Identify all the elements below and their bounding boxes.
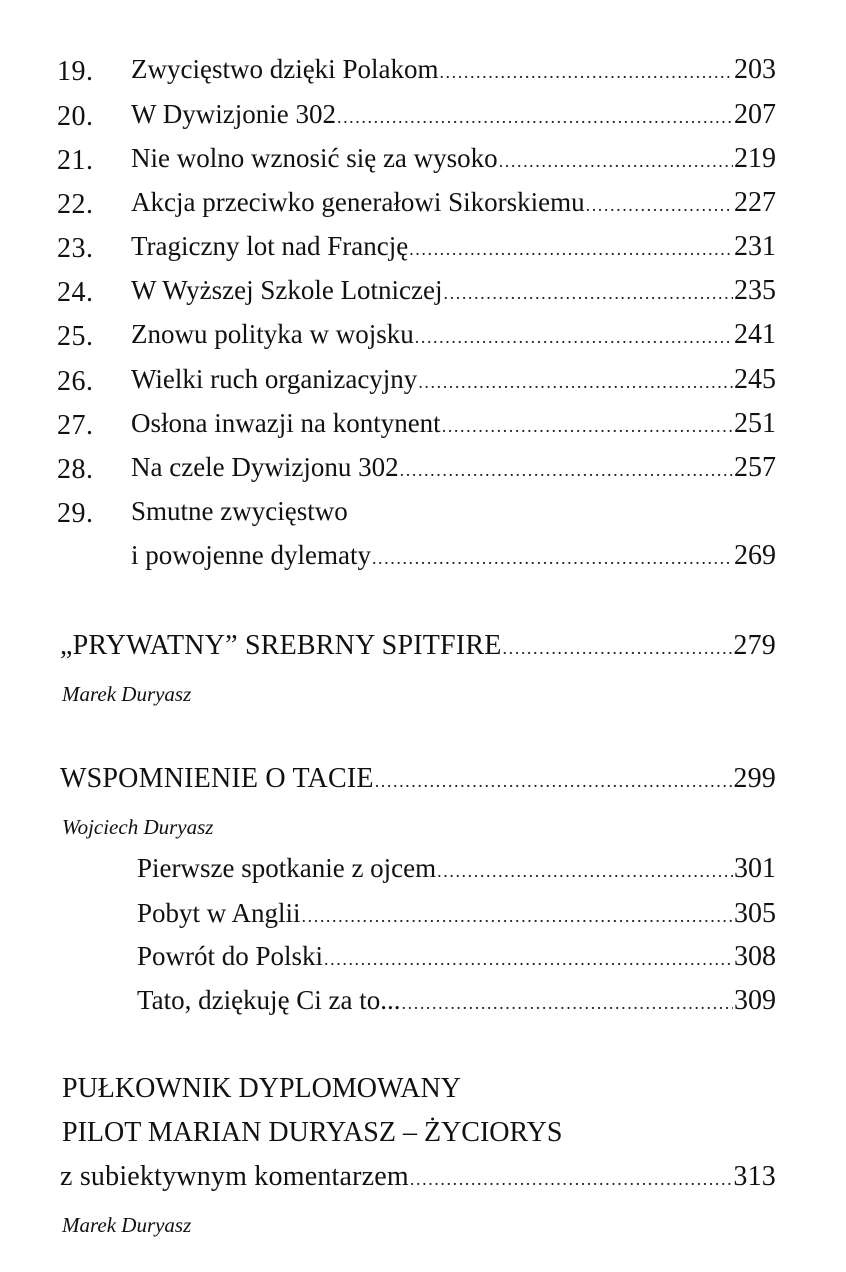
dot-leader	[444, 283, 733, 304]
chapter-title: Wielki ruch organizacyjny	[131, 364, 418, 394]
section-title: WSPOMNIENIE O TACIE	[60, 763, 374, 794]
toc-entry	[131, 319, 776, 351]
section-title: „PRYWATNY” SREBRNY SPITFIRE	[60, 630, 502, 661]
dot-leader	[400, 460, 733, 481]
chapter-number: 19.	[57, 56, 94, 87]
dot-leader	[324, 949, 733, 970]
page-number: 219	[734, 143, 776, 174]
dot-leader	[375, 771, 733, 792]
toc-section-entry	[60, 630, 776, 662]
chapter-number: 21.	[57, 145, 94, 176]
page-number: 227	[734, 187, 776, 218]
dot-leader	[410, 1169, 733, 1190]
dot-leader	[337, 107, 733, 128]
toc-subentry	[137, 898, 776, 930]
chapter-title: Tragiczny lot nad Francję	[131, 231, 409, 261]
section-title-line2: PILOT MARIAN DURYASZ – ŻYCIORYS	[62, 1117, 563, 1148]
page-number: 308	[734, 941, 776, 972]
chapter-number: 26.	[57, 366, 94, 397]
toc-subentry	[137, 853, 776, 885]
chapter-number: 29.	[57, 498, 94, 529]
page-number: 251	[734, 408, 776, 439]
toc-entry	[131, 231, 776, 263]
page-number: 313	[733, 1161, 776, 1192]
section-author: Marek Duryasz	[62, 682, 192, 706]
section-author: Marek Duryasz	[62, 1213, 192, 1237]
toc-subentry	[137, 985, 776, 1017]
dot-leader	[499, 151, 733, 172]
chapter-number: 22.	[57, 189, 94, 220]
toc-entry	[131, 540, 776, 572]
chapter-title: Osłona inwazji na kontynent	[131, 408, 441, 438]
toc-section-entry	[60, 1161, 776, 1193]
page-number: 305	[734, 898, 776, 929]
page-number: 269	[734, 540, 776, 571]
toc-entry	[131, 99, 776, 131]
chapter-title: Nie wolno wznosić się za wysoko	[131, 143, 498, 173]
chapter-title: Znowu polityka w wojsku	[131, 319, 414, 349]
page-number: 299	[733, 763, 776, 794]
subentry-title: Pobyt w Anglii	[137, 898, 301, 928]
subentry-title: Powrót do Polski	[137, 941, 324, 971]
chapter-number: 25.	[57, 321, 94, 352]
subentry-title: Tato, dziękuję Ci za to...	[137, 985, 401, 1015]
toc-subentry	[137, 941, 776, 973]
page-number: 245	[734, 364, 776, 395]
chapter-title: Na czele Dywizjonu 302	[131, 452, 399, 482]
chapter-number: 23.	[57, 233, 94, 264]
chapter-title: Akcja przeciwko generałowi Sikorskiemu	[131, 187, 585, 217]
chapter-title-line1: Smutne zwycięstwo	[131, 496, 348, 526]
toc-entry	[131, 143, 776, 175]
toc-entry	[131, 54, 776, 86]
dot-leader	[439, 62, 733, 83]
page-number: 241	[734, 319, 776, 350]
dot-leader	[437, 861, 733, 882]
dot-leader	[302, 906, 733, 927]
toc-section-entry	[60, 763, 776, 795]
toc-entry	[131, 364, 776, 396]
page-number: 235	[734, 275, 776, 306]
page-number: 231	[734, 231, 776, 262]
chapter-title-line2: i powojenne dylematy	[131, 540, 371, 570]
dot-leader	[402, 993, 733, 1014]
toc-entry	[131, 187, 776, 219]
dot-leader	[442, 416, 733, 437]
chapter-number: 24.	[57, 277, 94, 308]
dot-leader	[372, 548, 733, 569]
page-number: 279	[733, 630, 776, 661]
page-number: 309	[734, 985, 776, 1016]
dot-leader	[418, 372, 733, 393]
chapter-title: W Wyższej Szkole Lotniczej	[131, 275, 443, 305]
section-author: Wojciech Duryasz	[62, 815, 214, 839]
section-title-line3: z subiektywnym komentarzem	[60, 1161, 409, 1192]
dot-leader	[409, 239, 733, 260]
dot-leader	[586, 195, 733, 216]
chapter-title: W Dywizjonie 302	[131, 99, 336, 129]
chapter-title: Zwycięstwo dzięki Polakom	[131, 54, 439, 84]
section-title-line1: PUŁKOWNIK DYPLOMOWANY	[62, 1073, 461, 1104]
subentry-title: Pierwsze spotkanie z ojcem	[137, 853, 437, 883]
toc-entry	[131, 408, 776, 440]
chapter-number: 20.	[57, 101, 94, 132]
toc-entry	[131, 275, 776, 307]
toc-entry	[131, 452, 776, 484]
chapter-number: 27.	[57, 410, 94, 441]
chapter-number: 28.	[57, 454, 94, 485]
page-number: 257	[734, 452, 776, 483]
dot-leader	[415, 327, 733, 348]
page-number: 207	[734, 99, 776, 130]
page-number: 203	[734, 54, 776, 85]
dot-leader	[503, 638, 733, 659]
page-number: 301	[734, 853, 776, 884]
